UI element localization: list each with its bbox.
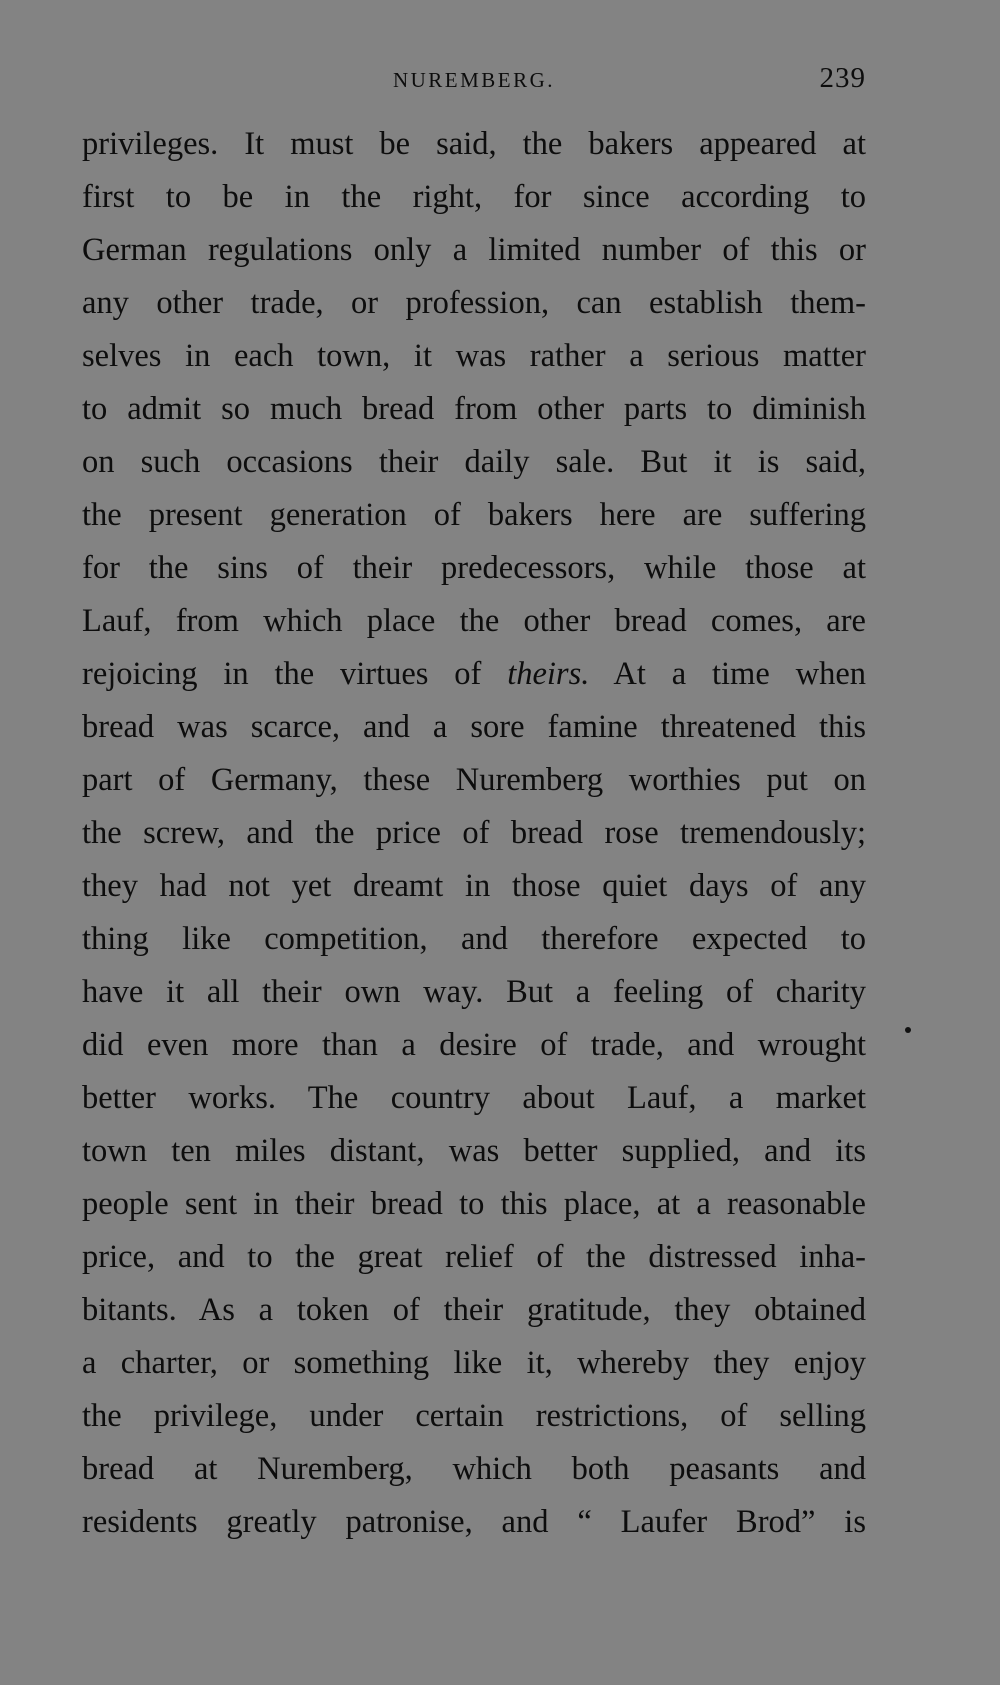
italic-word: theirs.: [507, 656, 590, 692]
text-line: bread was scarce, and a sore famine threatened this: [82, 709, 866, 745]
text-line: price, and to the great relief of the distressed inha-: [82, 1239, 866, 1275]
text-line: did even more than a desire of trade, and wrought: [82, 1027, 866, 1063]
text-line: thing like competition, and therefore expected to: [82, 921, 866, 957]
text-segment: At a time when: [589, 656, 866, 692]
text-line: bread at Nuremberg, which both peasants and: [82, 1451, 866, 1487]
text-line: the present generation of bakers here are suffering: [82, 497, 866, 533]
text-line: Lauf, from which place the other bread comes, are: [82, 603, 866, 639]
text-line: privileges. It must be said, the bakers appeared at: [82, 126, 866, 162]
page-number: 239: [819, 62, 866, 94]
text-line: part of Germany, these Nuremberg worthies put on: [82, 762, 866, 798]
text-line: a charter, or something like it, whereby they enjoy: [82, 1345, 866, 1381]
text-line: bitants. As a token of their gratitude, they obtained: [82, 1292, 866, 1328]
running-head: [82, 62, 866, 102]
text-line: [82, 648, 866, 701]
text-line: the privilege, under certain restrictions, of selling: [82, 1398, 866, 1434]
body-text: [82, 118, 866, 1549]
text-line: town ten miles distant, was better supplied, and its: [82, 1133, 866, 1169]
text-line: to admit so much bread from other parts to diminish: [82, 391, 866, 427]
text-line: residents greatly patronise, and “ Laufer Brod” is: [82, 1504, 866, 1540]
text-line: German regulations only a limited number of this or: [82, 232, 866, 268]
text-line: they had not yet dreamt in those quiet days of any: [82, 868, 866, 904]
text-line: selves in each town, it was rather a serious matter: [82, 338, 866, 374]
text-line: the screw, and the price of bread rose tremendously;: [82, 815, 866, 851]
running-title: NUREMBERG.: [392, 68, 556, 92]
text-line: have it all their own way. But a feeling of charity: [82, 974, 866, 1010]
text-line: people sent in their bread to this place, at a reasonable: [82, 1186, 866, 1222]
text-line: on such occasions their daily sale. But it is said,: [82, 444, 866, 480]
text-segment: rejoicing in the virtues of: [82, 656, 508, 692]
text-line: for the sins of their predecessors, while those at: [82, 550, 866, 586]
ink-speck: [905, 1027, 911, 1033]
text-line: better works. The country about Lauf, a market: [82, 1080, 866, 1116]
text-line: any other trade, or profession, can establish them-: [82, 285, 866, 321]
text-line: first to be in the right, for since according to: [82, 179, 866, 215]
